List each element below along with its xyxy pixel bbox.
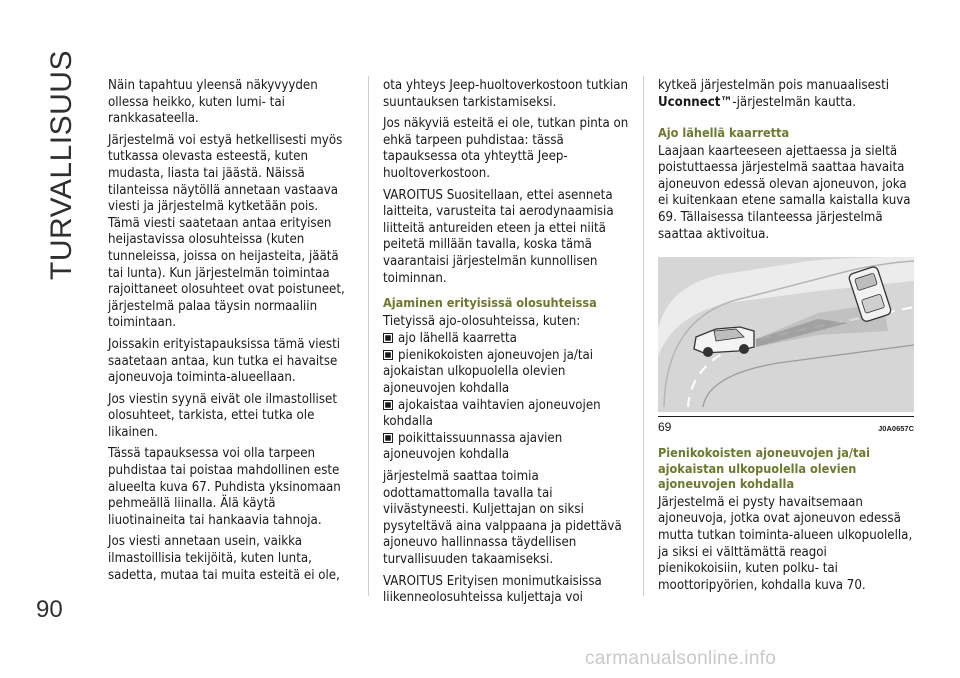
paragraph: Jos viesti annetaan usein, vaikka ilmastoillisia tekijöitä, kuten lunta, sadetta, mutaa tai muita esteitä ei ole, xyxy=(108,534,340,583)
paragraph: Jos näkyviä esteitä ei ole, tutkan pinta on ehkä tarpeen puhdistaa: tässä tapauksessa ota yhteyttä Jeep-huoltoverkostoon. xyxy=(383,116,629,181)
list-item xyxy=(383,398,633,431)
list-item-text: ajokaistaa vaihtavien ajoneuvojen kohdalla xyxy=(383,397,601,430)
page-number: 90 xyxy=(36,596,63,623)
figure-caption xyxy=(658,416,914,435)
warning-paragraph: VAROITUS Suositellaan, ettei asenneta laitteita, varusteita tai aerodynaamisia liitteitä antureiden eteen ja ettei niitä peitetä millään tavalla, koska tämä vaarantaisi järjestelmän kunnollisen toiminnan. xyxy=(383,187,614,286)
curve-road-illustration xyxy=(658,257,914,412)
checkbox-bullet-icon xyxy=(383,350,393,360)
list-item-text: pienikokoisten ajoneuvojen ja/tai ajokaistan ulkopuolella olevien ajoneuvojen kohdalla xyxy=(383,347,594,396)
text-column-3 xyxy=(658,78,914,599)
checkbox-bullet-icon xyxy=(383,433,393,443)
paragraph: Jos viestin syynä eivät ole ilmastolliset olosuhteet, tarkista, ettei tutka ole likainen. xyxy=(108,391,337,440)
section-heading: Ajaminen erityisissä olosuhteissa xyxy=(383,295,597,311)
section-title-text: TURVALLISUUS xyxy=(45,50,78,280)
warning-paragraph: VAROITUS Erityisen monimutkaisissa liikenneolosuhteissa kuljettaja voi xyxy=(383,573,602,606)
list-item xyxy=(383,348,633,398)
paragraph-text: kytkeä järjestelmän pois manuaalisesti xyxy=(658,78,890,93)
paragraph xyxy=(658,78,914,111)
paragraph: Tietyissä ajo-olosuhteissa, kuten: xyxy=(383,313,581,329)
uconnect-label: Uconnect™ xyxy=(658,94,733,110)
figure-curve-illustration xyxy=(658,257,914,412)
column-divider-1 xyxy=(368,76,369,596)
paragraph: Järjestelmä voi estyä hetkellisesti myös tutkassa olevasta esteestä, kuten mudasta, liasta tai jäästä. Näissä tilanteissa näytöllä annetaan vastaava viesti ja järjestelmä kytketään pois. Tämä viesti saatetaan antaa erityisen heijastavissa olosuhteissa (kuten tunneleissa, joissa on heijasteita, jäätä tai lunta). Kun järjestelmän toimintaa rajoittaneet olosuhteet ovat poistuneet, järjestelmä palaa täysin normaaliin toimintaan. xyxy=(108,132,345,331)
paragraph: Näin tapahtuu yleensä näkyvyyden ollessa heikko, kuten lumi- tai rankkasateella. xyxy=(108,78,318,127)
column-divider-2 xyxy=(643,76,644,596)
checkbox-bullet-icon xyxy=(383,400,393,410)
list-item xyxy=(383,431,633,464)
watermark: carmanualsonline.info xyxy=(585,648,777,669)
paragraph: Joissakin erityistapauksissa tämä viesti saatetaan antaa, kun tutka ei havaitse ajoneuvoja toiminta-alueellaan. xyxy=(108,336,341,386)
list-item xyxy=(383,331,633,348)
section-heading: Pienikokoisten ajoneuvojen ja/tai ajokaistan ulkopuolella olevien ajoneuvojen kohdalla xyxy=(658,445,870,492)
paragraph-text: -järjestelmän kautta. xyxy=(732,94,856,110)
figure-number: 69 xyxy=(658,420,672,435)
checkbox-bullet-icon xyxy=(383,333,393,343)
paragraph: järjestelmä saattaa toimia odottamattomalla tavalla tai viivästyneesti. Kuljettajan on siksi pysyteltävä aina valppaana ja pidettävä ajoneuvo hallinnassa täydellisen turvallisuuden takaamiseksi. xyxy=(383,468,622,567)
list-item-text: poikittaissuunnassa ajavien ajoneuvojen kohdalla xyxy=(383,430,563,463)
section-heading: Ajo lähellä kaarretta xyxy=(658,125,790,141)
paragraph: ota yhteys Jeep-huoltoverkostoon tutkian suuntauksen tarkistamiseksi. xyxy=(383,78,629,110)
figure-code: J0A0657C xyxy=(878,424,914,434)
paragraph: Laajaan kaarteeseen ajettaessa ja sieltä poistuttaessa järjestelmä saattaa havaita ajoneuvon edessä olevan ajoneuvon, joka ei kuitenkaan etene samalla kaistalla kuva 69. Tällaisessa tilanteessa järjestelmä saattaa aktivoitua. xyxy=(658,143,911,242)
paragraph: Tässä tapauksessa voi olla tarpeen puhdistaa tai poistaa mahdollinen este alueelta kuva 67. Puhdista yksinomaan pehmeällä liinalla. Älä käytä liuotinaineita tai hankaavia tahnoja. xyxy=(108,446,341,528)
section-title xyxy=(36,50,88,280)
text-column-2 xyxy=(383,78,633,612)
paragraph: Järjestelmä ei pysty havaitsemaan ajoneuvoja, jotka ovat ajoneuvon edessä mutta tutkan toiminta-alueen ulkopuolella, ja siksi ei välttämättä reagoi pienikokoisiin, kuten polku- tai moottoripyörien, kohdalla kuva 70. xyxy=(658,494,913,593)
text-column-1 xyxy=(108,78,348,589)
list-item-text: ajo lähellä kaarretta xyxy=(398,331,517,347)
